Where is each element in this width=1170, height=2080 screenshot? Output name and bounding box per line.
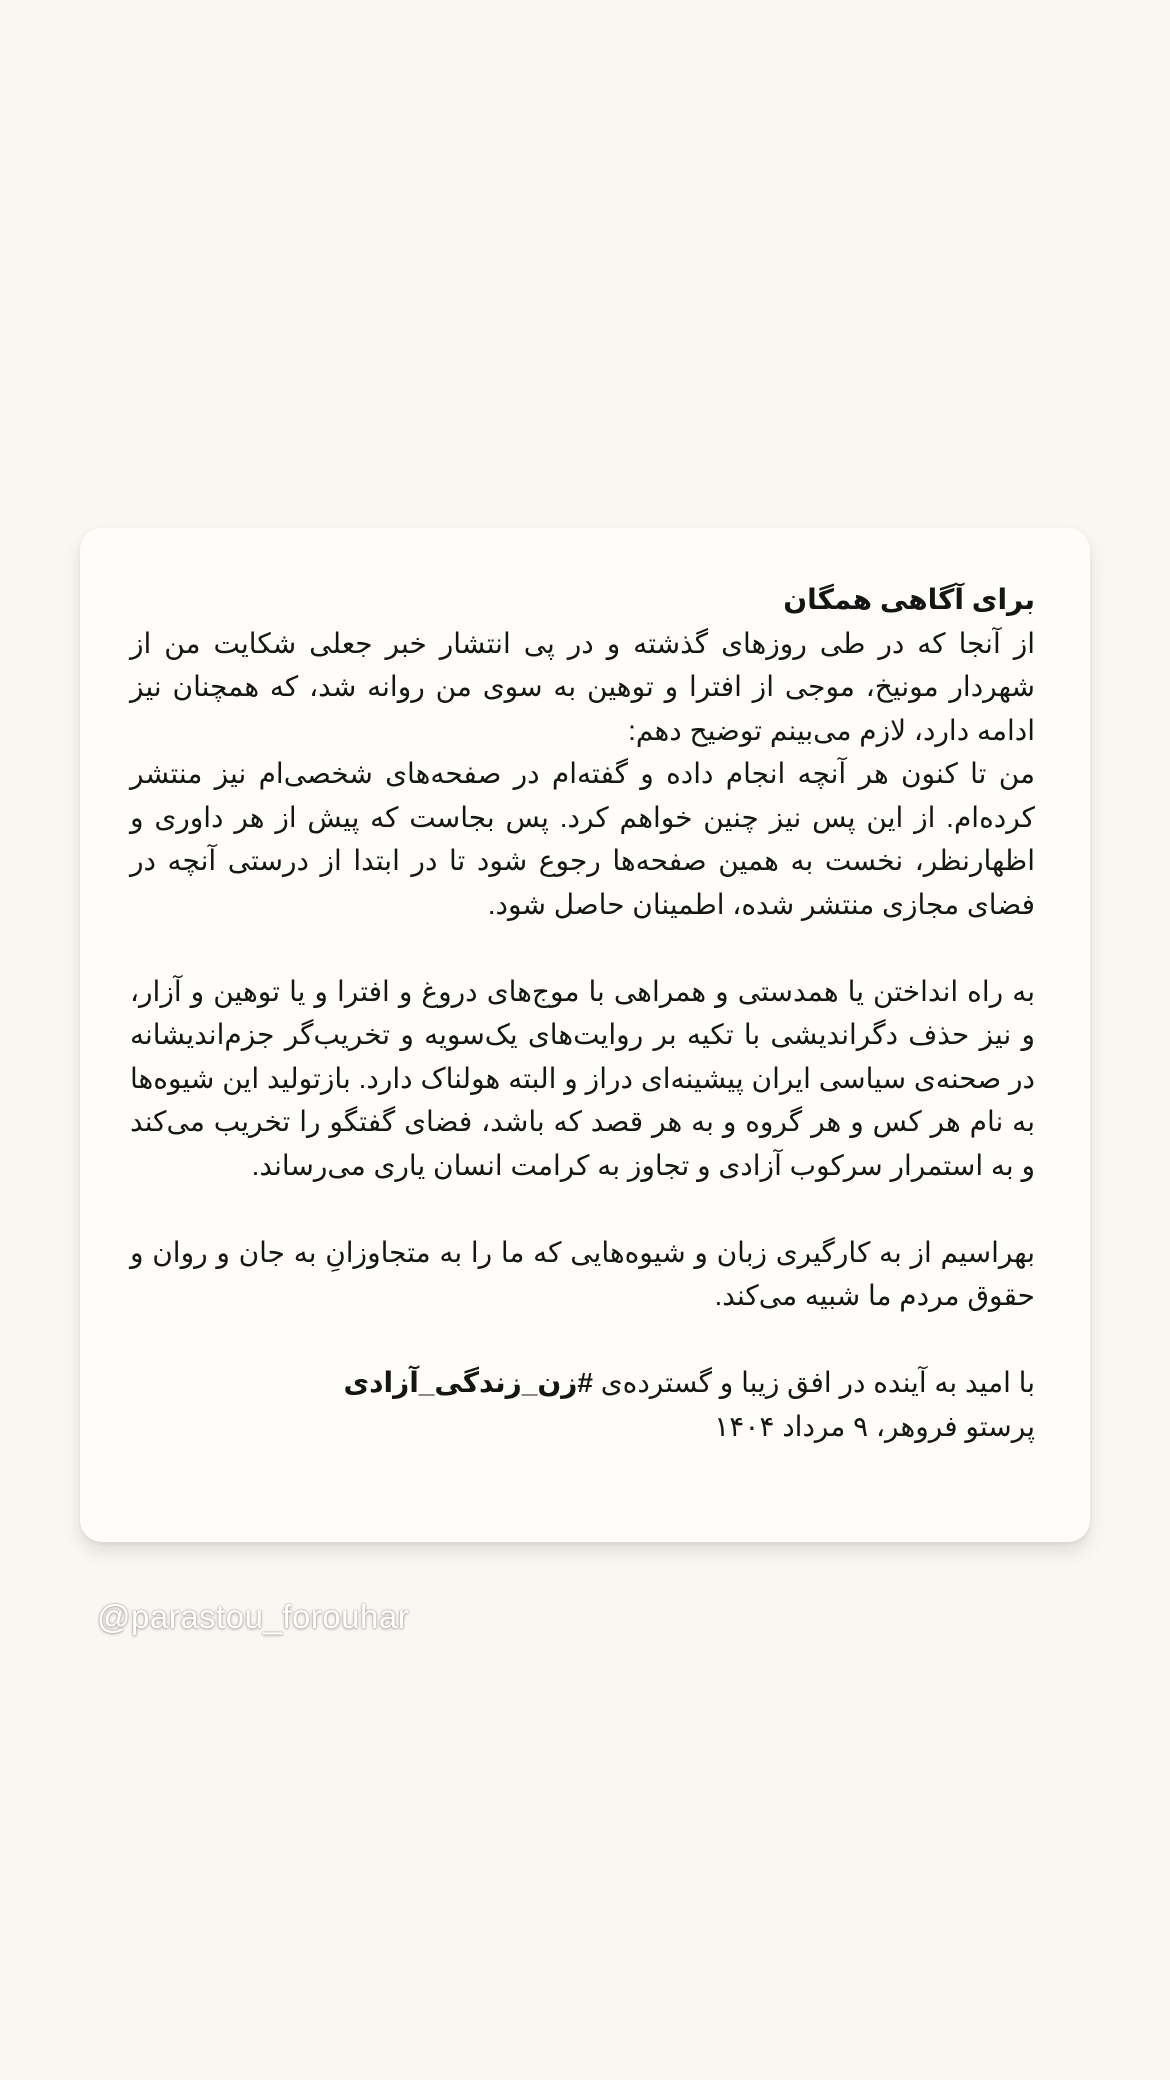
paragraph-spacer bbox=[130, 1187, 1035, 1231]
statement-signature: پرستو فروهر، ۹ مرداد ۱۴۰۴ bbox=[714, 1410, 1035, 1442]
closing-text: با امید به آینده در افق زیبا و گسترده‌ی bbox=[600, 1367, 1035, 1398]
username-watermark[interactable]: @parastou_forouhar bbox=[97, 1598, 410, 1635]
statement-paragraph-1b: من تا کنون هر آنچه انجام داده و گفته‌ام در صفحه‌های شخصی‌ام نیز منتشر کرده‌ام. از این پس نیز چنین خواهم کرد. پس بجاست که پیش از هر داوری و اظهارنظر، نخست به همین صفحه‌ها رجوع شود تا در ابتدا از درستی آنچه در فضای مجازی منتشر شده، اطمینان حاصل شود. bbox=[130, 758, 1035, 920]
statement-closing bbox=[130, 1361, 1035, 1405]
statement-paragraph-2: به راه انداختن یا همدستی و همراهی با موج‌های دروغ و افترا و یا توهین و آزار، و نیز حذف دگراندیشی با تکیه بر روایت‌های یک‌سویه و تخریب‌گر جزم‌اندیشانه در صحنه‌ی سیاسی ایران پیشینه‌ای دراز و البته هولناک دارد. بازتولید این شیوه‌ها به نام هر کس و هر گروه و به هر قصد که باشد، فضای گفتگو را تخریب می‌کند و به استمرار سرکوب آزادی و تجاوز به کرامت انسان یاری می‌رساند. bbox=[130, 975, 1035, 1181]
paragraph-spacer bbox=[130, 1318, 1035, 1362]
statement-card bbox=[80, 528, 1090, 1542]
closing-hashtag[interactable]: #زن_زندگی_آزادی bbox=[343, 1367, 593, 1398]
statement-text bbox=[130, 578, 1035, 1448]
statement-title: برای آگاهی همگان bbox=[783, 584, 1035, 615]
statement-paragraph-3: بهراسیم از به کارگیری زبان و شیوه‌هایی که ما را به متجاوزانِ به جان و روان و حقوق مردم ما شبیه می‌کند. bbox=[130, 1236, 1035, 1311]
statement-paragraph-1a: از آنجا که در طی روزهای گذشته و در پی انتشار خبر جعلی شکایت من از شهردار مونیخ، موجی از افترا و توهین به سوی من روانه شد، که همچنان نیز ادامه دارد، لازم می‌بینم توضیح دهم: bbox=[130, 627, 1035, 746]
paragraph-spacer bbox=[130, 926, 1035, 970]
